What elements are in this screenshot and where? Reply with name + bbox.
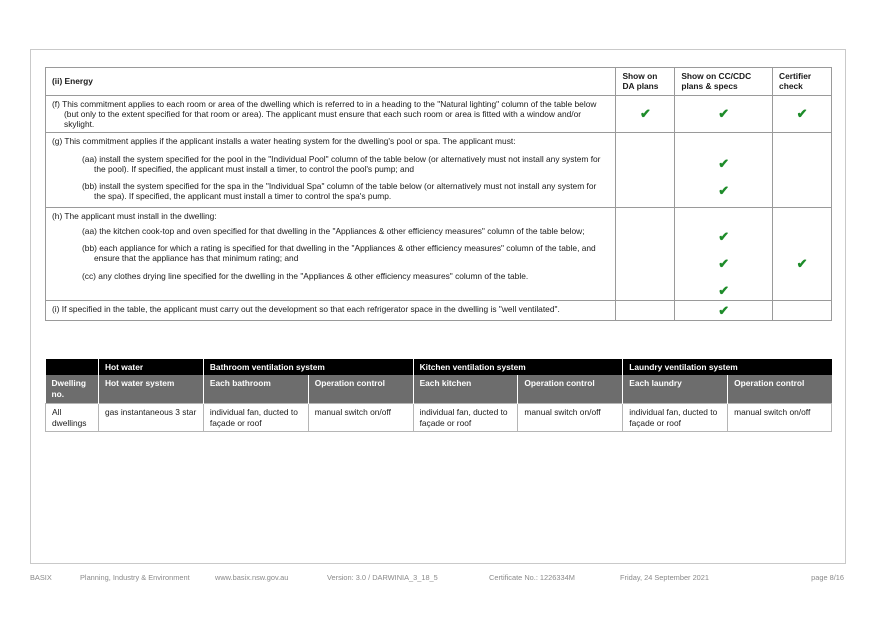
commitment-f-row	[46, 95, 832, 133]
footer-certificate: Certificate No.: 1226334M	[489, 573, 575, 582]
col-bathroom-operation-control: Operation control	[308, 375, 413, 404]
group-kitchen-ventilation: Kitchen ventilation system	[413, 359, 623, 375]
ventilation-column-header-row	[46, 375, 832, 404]
col-show-on-cc: Show on CC/CDC plans & specs	[675, 68, 773, 96]
commitment-h-row	[46, 207, 832, 300]
col-each-kitchen: Each kitchen	[413, 375, 518, 404]
commitment-i-row	[46, 300, 832, 320]
check-icon: ✔	[718, 282, 730, 298]
commitment-f-text: (f) This commitment applies to each room or area of the dwelling which is referred to in a heading to the "Natural lighting" column of the table below (but only to the extent specified for that room or area). The applicant must ensure that each such room or area is fitted with a window and/or skylight.	[52, 98, 597, 129]
cell-hot-water-system: gas instantaneous 3 star	[98, 404, 203, 432]
commitment-h-text: (h) The applicant must install in the dwelling:	[52, 210, 217, 221]
col-laundry-operation-control: Operation control	[728, 375, 832, 404]
col-kitchen-operation-control: Operation control	[518, 375, 623, 404]
col-hot-water-system: Hot water system	[98, 375, 203, 404]
col-each-bathroom: Each bathroom	[203, 375, 308, 404]
commitment-g-aa-text: (aa) install the system specified for the pool in the "Individual Pool" column of the table below (or alternatively must not install any system for the pool). If specified, the applicant must install a timer, to control the pool's pump; and	[82, 153, 601, 174]
ventilation-group-header-row	[46, 359, 832, 375]
commitment-g-bb-text: (bb) install the system specified for the spa in the "Individual Spa" column of the table below (or alternatively must not install any system for the spa). If specified, the applicant must install a timer to control the spa's pump.	[82, 181, 597, 202]
col-show-on-da: Show on DA plans	[616, 68, 675, 96]
commitment-i-text: (i) If specified in the table, the applicant must carry out the development so that each refrigerator space in the dwelling is "well ventilated".	[52, 303, 560, 314]
check-icon: ✔	[718, 156, 730, 172]
footer-url: www.basix.nsw.gov.au	[215, 573, 289, 582]
cell-bathroom-operation-control: manual switch on/off	[308, 404, 413, 432]
commitment-g-text: (g) This commitment applies if the applicant installs a water heating system for the dwelling's pool or spa. The applicant must:	[52, 136, 516, 147]
check-icon: ✔	[718, 302, 730, 318]
commitment-h-bb-text: (bb) each appliance for which a rating is specified for that dwelling in the "Appliances & other efficiency measures" column of the table, and ensure that the appliance has that minimum rating; and	[82, 243, 596, 264]
footer-department: Planning, Industry & Environment	[80, 573, 190, 582]
footer-page-number: page 8/16	[811, 573, 844, 582]
check-icon: ✔	[718, 228, 730, 244]
page-footer	[30, 573, 846, 585]
footer-version: Version: 3.0 / DARWINIA_3_18_5	[327, 573, 438, 582]
footer-basix: BASIX	[30, 573, 52, 582]
group-hot-water: Hot water	[98, 359, 203, 375]
check-icon: ✔	[639, 106, 651, 122]
cell-dwelling: All dwellings	[46, 404, 99, 432]
check-icon: ✔	[718, 183, 730, 199]
cell-each-laundry: individual fan, ducted to façade or roof	[623, 404, 728, 432]
group-laundry-ventilation: Laundry ventilation system	[623, 359, 832, 375]
ventilation-table	[45, 359, 832, 432]
group-bathroom-ventilation: Bathroom ventilation system	[203, 359, 413, 375]
commitment-h-aa-text: (aa) the kitchen cook-top and oven specified for that dwelling in the "Appliances & other efficiency measures" column of the table below;	[82, 225, 585, 236]
commitment-g-row	[46, 133, 832, 207]
cell-each-kitchen: individual fan, ducted to façade or roof	[413, 404, 518, 432]
col-each-laundry: Each laundry	[623, 375, 728, 404]
cell-kitchen-operation-control: manual switch on/off	[518, 404, 623, 432]
col-dwelling-no: Dwelling no.	[46, 375, 99, 404]
check-icon: ✔	[796, 255, 808, 271]
energy-section-heading: (ii) Energy	[46, 68, 616, 96]
col-certifier-check: Certifier check	[773, 68, 832, 96]
footer-date: Friday, 24 September 2021	[620, 573, 710, 582]
check-icon: ✔	[718, 255, 730, 271]
energy-header-row	[46, 68, 832, 96]
cell-laundry-operation-control: manual switch on/off	[728, 404, 832, 432]
check-icon: ✔	[796, 106, 808, 122]
cell-each-bathroom: individual fan, ducted to façade or roof	[203, 404, 308, 432]
commitment-h-cc-text: (cc) any clothes drying line specified for the dwelling in the "Appliances & other efficiency measures" column of the table.	[82, 270, 529, 281]
energy-commitments-table	[45, 67, 832, 321]
check-icon: ✔	[718, 106, 730, 122]
table-row	[46, 404, 832, 432]
